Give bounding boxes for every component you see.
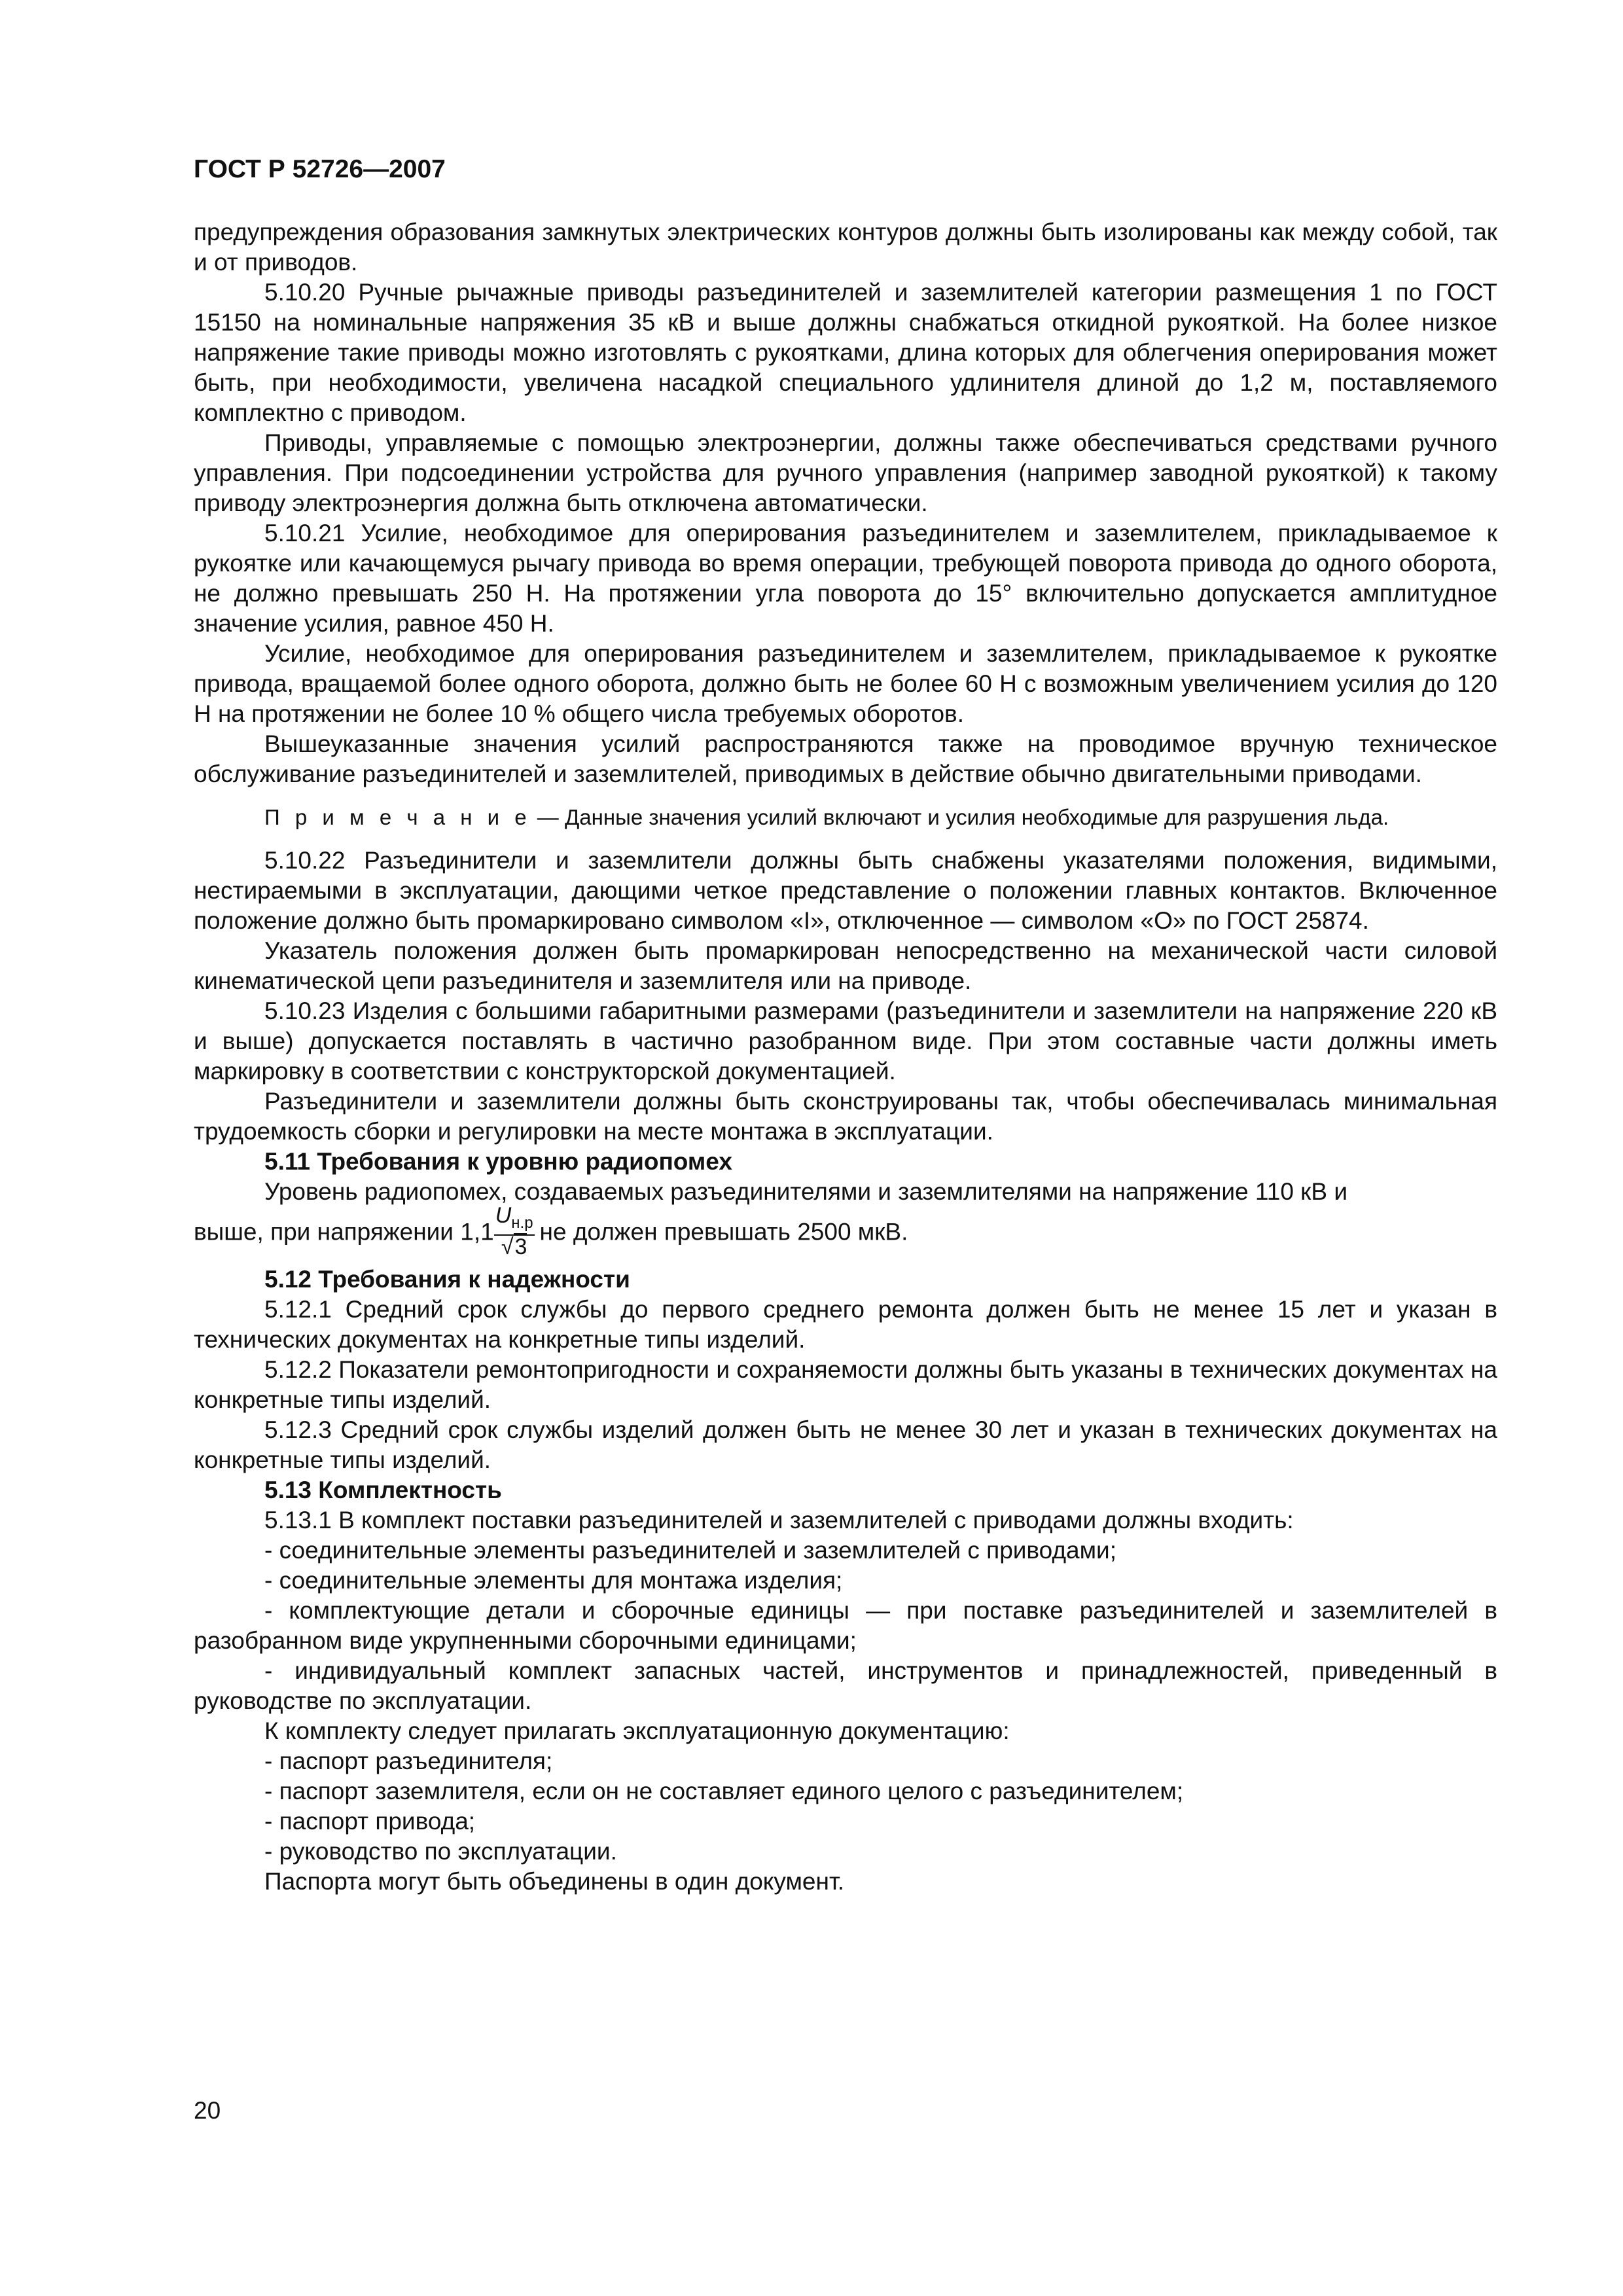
document-page [194,154,1497,1897]
voltage-fraction [494,1204,535,1258]
paragraph: предупреждения образования замкнутых электрических контуров должны быть изолированы как между собой, так и от приводов. [194,219,1497,276]
list-item: - комплектующие детали и сборочные единицы — при поставке разъединителей и заземлителей в разобранном виде укрупненными сборочными единицами; [194,1596,1497,1654]
list-item: - паспорт заземлителя, если он не составляет единого целого с разъединителем; [264,1777,1184,1804]
list-item: - паспорт разъединителя; [264,1747,553,1774]
section-heading: 5.11 Требования к уровню радиопомех [264,1148,732,1175]
formula-paragraph [194,1203,1497,1261]
paragraph: 5.13.1 В комплект поставки разъединителей и заземлителей с приводами должны входить: [264,1506,1294,1534]
note-label: П р и м е ч а н и е [264,805,531,829]
fraction-numerator: $U_{н.р}$ [494,1204,535,1236]
paragraph: 5.12.3 Средний срок службы изделий должен быть не менее 30 лет и указан в технических документах на конкретные типы изделий. [194,1416,1497,1473]
note-text: — Данные значения усилий включают и усилия необходимые для разрушения льда. [531,805,1389,829]
list-item: - индивидуальный комплект запасных частей, инструментов и принадлежностей, приведенный в руководстве по эксплуатации. [194,1657,1497,1714]
document-header: ГОСТ Р 52726—2007 [194,155,446,183]
note [194,802,1497,833]
list-item: - соединительные элементы для монтажа изделия; [264,1566,843,1594]
formula-tail-text: не должен превышать 2500 мкВ. [539,1218,908,1246]
paragraph: Усилие, необходимое для оперирования разъединителем и заземлителем, прикладываемое к рукоятке привода, вращаемой более одного оборота, должно быть не более 60 Н с возможным увеличением усилия до 120 Н на протяжении не более 10 % общего числа требуемых оборотов. [194,640,1497,727]
page-number: 20 [194,2097,221,2124]
list-item: - соединительные элементы разъединителей и заземлителей с приводами; [264,1536,1116,1564]
formula-lead-text: выше, при напряжении 1,1 [194,1218,494,1246]
paragraph: 5.12.1 Средний срок службы до первого среднего ремонта должен быть не менее 15 лет и указан в технических документах на конкретные типы изделий. [194,1295,1497,1353]
paragraph: 5.10.20 Ручные рычажные приводы разъединителей и заземлителей категории размещения 1 по ГОСТ 15150 на номинальные напряжения 35 кВ и выше должны снабжаться откидной рукояткой. На более низкое напряжение такие приводы можно изготовлять с рукоятками, длина которых для облегчения оперирования может быть, при необходимости, увеличена насадкой специального удлинителя длиной до 1,2 м, поставляемого комплектно с приводом. [194,279,1497,426]
paragraph: Разъединители и заземлители должны быть сконструированы так, чтобы обеспечивалась минимальная трудоемкость сборки и регулировки на месте монтажа в эксплуатации. [194,1088,1497,1145]
paragraph: К комплекту следует прилагать эксплуатационную документацию: [264,1717,1010,1744]
paragraph: Вышеуказанные значения усилий распространяются также на проводимое вручную техническое обслуживание разъединителей и заземлителей, приводимых в действие обычно двигательными приводами. [194,730,1497,787]
paragraph: Уровень радиопомех, создаваемых разъединителями и заземлителями на напряжение 110 кВ и [264,1178,1347,1205]
paragraph: Указатель положения должен быть промаркирован непосредственно на механической части силовой кинематической цепи разъединителя и заземлителя или на приводе. [194,937,1497,994]
paragraph: 5.10.21 Усилие, необходимое для оперирования разъединителем и заземлителем, прикладываемое к рукоятке или качающемуся рычагу привода во время операции, требующей поворота привода до одного оборота, не должно превышать 250 Н. На протяжении угла поворота до 15° включительно допускается амплитудное значение усилия, равное 450 Н. [194,520,1497,637]
section-heading: 5.12 Требования к надежности [264,1265,630,1293]
paragraph: Приводы, управляемые с помощью электроэнергии, должны также обеспечиваться средствами ручного управления. При подсоединении устройства для ручного управления (например заводной рукояткой) к такому приводу электроэнергия должна быть отключена автоматически. [194,429,1497,516]
paragraph: 5.12.2 Показатели ремонтопригодности и сохраняемости должны быть указаны в технических документах на конкретные типы изделий. [194,1355,1497,1413]
paragraph: Паспорта могут быть объединены в один документ. [264,1867,845,1895]
list-item: - руководство по эксплуатации. [264,1837,617,1865]
fraction-denominator: √3 [501,1234,527,1259]
list-item: - паспорт привода; [264,1807,476,1835]
paragraph: 5.10.23 Изделия с большими габаритными размерами (разъединители и заземлители на напряжение 220 кВ и выше) допускается поставлять в частично разобранном виде. При этом составные части должны иметь маркировку в соответствии с конструкторской документацией. [194,997,1497,1085]
paragraph: 5.10.22 Разъединители и заземлители должны быть снабжены указателями положения, видимыми, нестираемыми в эксплуатации, дающими четкое представление о положении главных контактов. Включенное положение должно быть промаркировано символом «I», отключенное — символом «О» по ГОСТ 25874. [194,847,1497,934]
section-heading: 5.13 Комплектность [264,1476,502,1503]
